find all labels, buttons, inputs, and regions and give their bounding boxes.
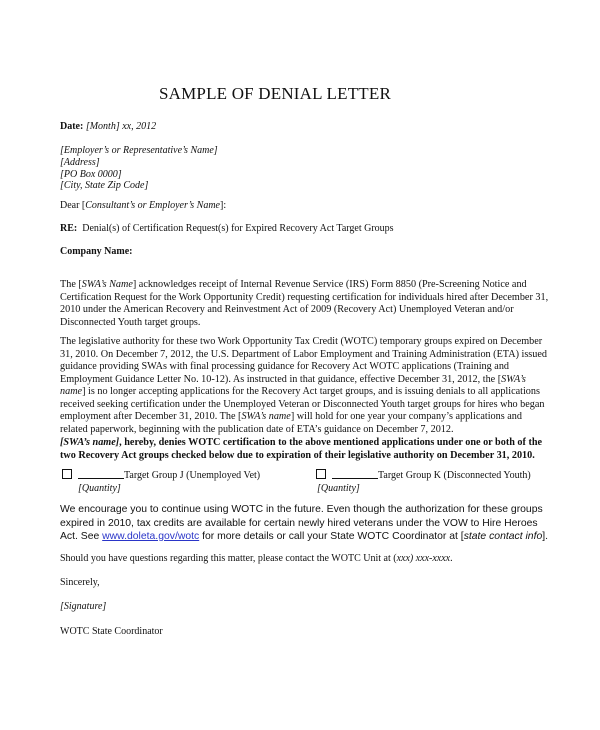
address-line: [City, State Zip Code] [60,180,149,192]
salutation-name: Consultant’s or Employer’s Name [85,200,220,211]
date-label: Date: [60,121,84,132]
re-label: RE: [60,223,78,234]
signature-placeholder: [Signature] [60,601,107,612]
page-title: SAMPLE OF DENIAL LETTER [158,84,392,103]
doleta-link[interactable]: www.doleta.gov/wotc [102,531,200,542]
re-text: Denial(s) of Certification Request(s) for Expired Recovery Act Target Groups [82,223,394,234]
blank-line [332,478,378,479]
date-value: [Month] xx, 2012 [85,121,157,132]
checkbox-j[interactable] [62,469,72,479]
swa-name: SWA’s name [241,411,291,422]
address-block [60,145,550,192]
address-line: [Employer’s or Representative’s Name] [60,145,218,156]
quantity-k: [Quantity] [317,483,360,494]
paragraph-denial: [SWA’s name], hereby, denies WOTC certification to the above mentioned applications under one or both of the two Recovery Act groups checked below due to expiration of their legislative authority on December 31, 2010. [60,437,543,461]
address-line: [PO Box 0000] [60,168,122,180]
checkbox-k[interactable] [316,469,326,479]
paragraph-questions: Should you have questions regarding this matter, please contact the WOTC Unit at (xxx) xxx-xxxx. [60,553,453,564]
address-line: [Address] [60,156,100,168]
salutation: Dear [Consultant’s or Employer’s Name]: [60,200,227,211]
blank-line [78,478,124,479]
checkbox-j-label: Target Group J (Unemployed Vet) [124,470,261,481]
swa-name: [SWA’s name] [60,437,120,448]
swa-name: SWA’s Name [81,279,133,290]
state-contact-info: state contact info [463,531,543,542]
swa-name: SWA’s name [60,373,526,397]
re-line [60,223,550,235]
paragraph-authority: The legislative authority for these two Work Opportunity Tax Credit (WOTC) temporary groups expired on December 31, 2010. On December 7, 2012, the U.S. Department of Labor Employment and Training Administration (ETA) issued guidance providing SWAs with final processing guidance for Recovery Act WOTC applications (Training and Employment Guidance Letter No. 10-12). As instructed in that guidance, effective December 31, 2012, the [SWA’s name] is no longer accepting applications for the Recovery Act target groups, and is issuing denials to all applications received seeking certification under the Unemployed Veteran or Disconnected Youth target groups for hires who began employment after December 31, 2010. The [SWA’s name] will hold for one year your company’s applications and related paperwork, beginning with the publication date of ETA’s guidance on December 7, 2012. [60,336,547,435]
phone-number: xxx) xxx-xxxx [396,553,451,564]
company-name-label: Company Name: [60,246,133,257]
checkbox-k-label: Target Group K (Disconnected Youth) [378,470,531,481]
signer-title: WOTC State Coordinator [60,626,163,637]
date-line [60,121,550,133]
closing: Sincerely, [60,577,100,588]
paragraph-encouragement: We encourage you to continue using WOTC in the future. Even though the authorization for these groups expired in 2010, tax credits are available for certain newly hired veterans under the VOW to Hire Heroes Act. See www.doleta.gov/wotc for more details or call your State WOTC Coordinator at [state contact info]. [60,504,549,542]
checkbox-group-j[interactable] [62,469,260,481]
paragraph-acknowledgement: The [SWA’s Name] acknowledges receipt of Internal Revenue Service (IRS) Form 8850 (Pre-Screening Notice and Certification Request for the Work Opportunity Credit) requesting certification for individuals hired after December 31, 2010 under the American Recovery and Reinvestment Act of 2009 (Recovery Act) Unemployed Veteran and/or Disconnected Youth target groups. [60,279,549,328]
checkbox-group-k[interactable] [316,469,531,481]
quantity-j: [Quantity] [78,483,121,494]
